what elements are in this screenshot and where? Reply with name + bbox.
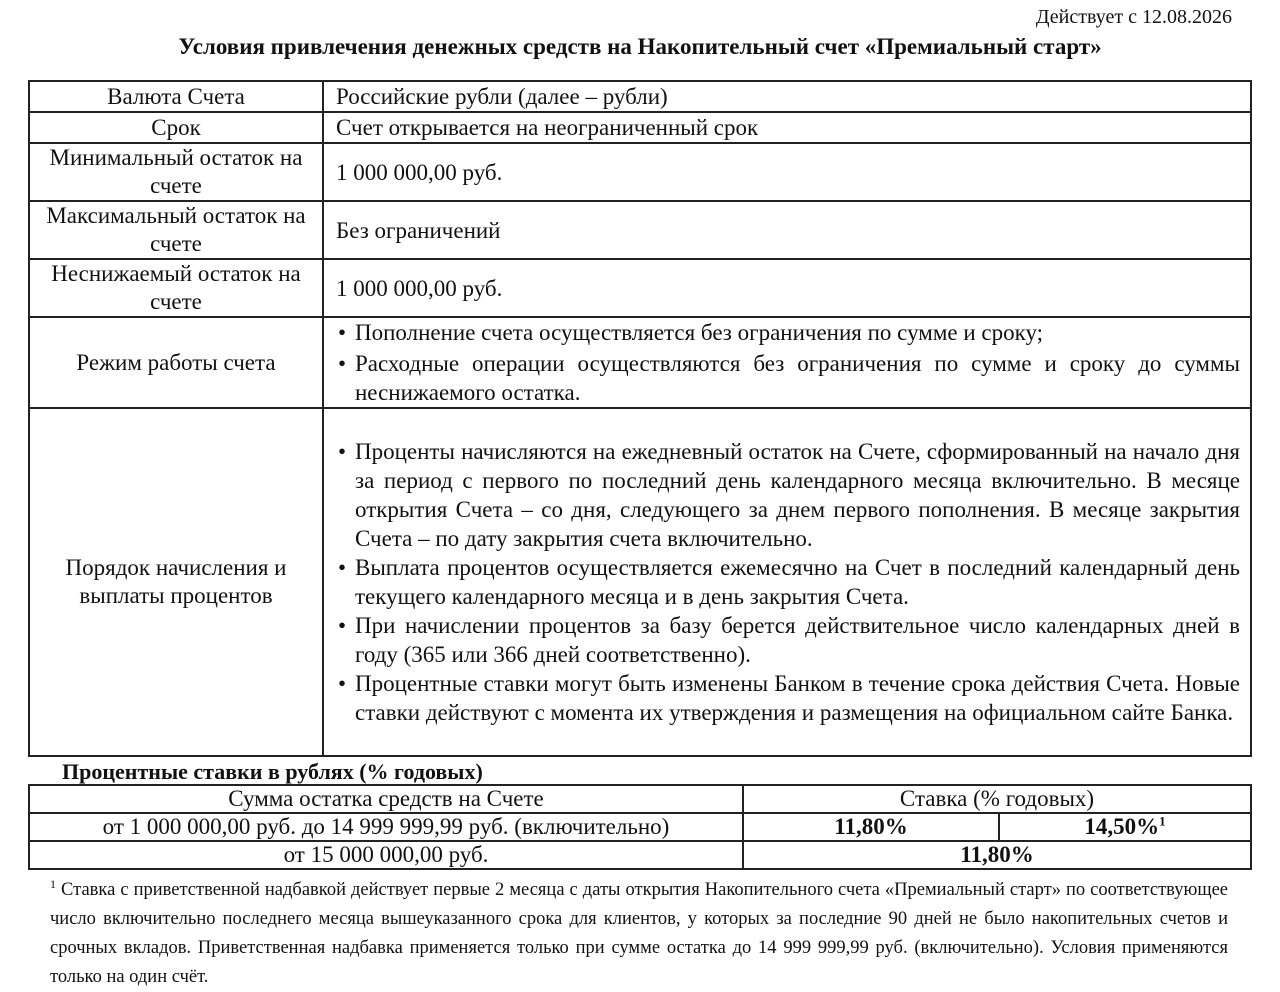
table-row xyxy=(29,259,1251,317)
mode-label: Режим работы счета xyxy=(29,317,323,408)
list-item: • Проценты начисляются на ежедневный остаток на Счете, сформированный на начало дня за период с первого по последний день календарного месяца включительно. В месяце открытия Счета – со дня, следующего за днем первого пополнения. В месяце закрытия Счета – по дату закрытия счета включительно. xyxy=(336,437,1240,553)
footnote xyxy=(50,876,1228,992)
bonus-rate-value: 14,50% xyxy=(1084,814,1160,839)
mode-list xyxy=(336,318,1240,407)
min-balance-value: 1 000 000,00 руб. xyxy=(323,143,1251,201)
term-value: Счет открывается на неограниченный срок xyxy=(323,112,1251,143)
interest-list xyxy=(336,437,1240,727)
mode-value xyxy=(323,317,1251,408)
currency-value: Российские рубли (далее – рубли) xyxy=(323,81,1251,112)
interest-label: Порядок начисления и выплаты процентов xyxy=(29,408,323,756)
amount-cell: от 1 000 000,00 руб. до 14 999 999,99 руб. (включительно) xyxy=(29,813,743,841)
list-item: • Процентные ставки могут быть изменены Банком в течение срока действия Счета. Новые ставки действуют с момента их утверждения и размещения на официальном сайте Банка. xyxy=(336,669,1240,727)
rates-heading: Процентные ставки в рублях (% годовых) xyxy=(62,759,483,784)
footnote-marker: 1 xyxy=(1159,813,1166,829)
irreducible-balance-label: Неснижаемый остаток на счете xyxy=(29,259,323,317)
list-item: • Выплата процентов осуществляется ежемесячно на Счет в последний календарный день текущего календарного месяца и в день закрытия Счета. xyxy=(336,553,1240,611)
terms-table xyxy=(28,80,1252,757)
table-row xyxy=(29,112,1251,143)
effective-date: Действует с 12.08.2026 xyxy=(1035,6,1232,28)
rate-column-header: Ставка (% годовых) xyxy=(743,785,1251,813)
max-balance-label: Максимальный остаток на счете xyxy=(29,201,323,259)
document-title: Условия привлечения денежных средств на Накопительный счет «Премиальный старт» xyxy=(178,34,1102,59)
table-row xyxy=(29,143,1251,201)
list-item: • При начислении процентов за базу берется действительное число календарных дней в году (365 или 366 дней соответственно). xyxy=(336,611,1240,669)
max-balance-value: Без ограничений xyxy=(323,201,1251,259)
min-balance-label: Минимальный остаток на счете xyxy=(29,143,323,201)
list-item: • Пополнение счета осуществляется без ограничения по сумме и сроку; xyxy=(336,318,1240,347)
table-header-row xyxy=(29,785,1251,813)
currency-label: Валюта Счета xyxy=(29,81,323,112)
term-label: Срок xyxy=(29,112,323,143)
rate-cell: 11,80% xyxy=(743,813,999,841)
table-row xyxy=(29,408,1251,756)
footnote-mark: 1 xyxy=(50,876,56,891)
bonus-rate-cell xyxy=(999,813,1251,841)
table-row xyxy=(29,841,1251,869)
footnote-text: Ставка с приветственной надбавкой действует первые 2 месяца с даты открытия Накопительного счета «Премиальный старт» по соответствующее число включительно последнего месяца вышеуказанного срока для клиентов, у которых за последние 90 дней не было накопительных счетов и срочных вкладов. Приветственная надбавка применяется только при сумме остатка до 14 999 999,99 руб. (включительно). Условия применяются только на один счёт. xyxy=(50,880,1228,987)
interest-value xyxy=(323,408,1251,756)
list-item: • Расходные операции осуществляются без ограничения по сумме и сроку до суммы неснижаемого остатка. xyxy=(336,349,1240,407)
irreducible-balance-value: 1 000 000,00 руб. xyxy=(323,259,1251,317)
rates-table xyxy=(28,784,1252,870)
table-row xyxy=(29,813,1251,841)
amount-column-header: Сумма остатка средств на Счете xyxy=(29,785,743,813)
table-row xyxy=(29,81,1251,112)
amount-cell: от 15 000 000,00 руб. xyxy=(29,841,743,869)
rate-cell: 11,80% xyxy=(743,841,1251,869)
table-row xyxy=(29,201,1251,259)
table-row xyxy=(29,317,1251,408)
